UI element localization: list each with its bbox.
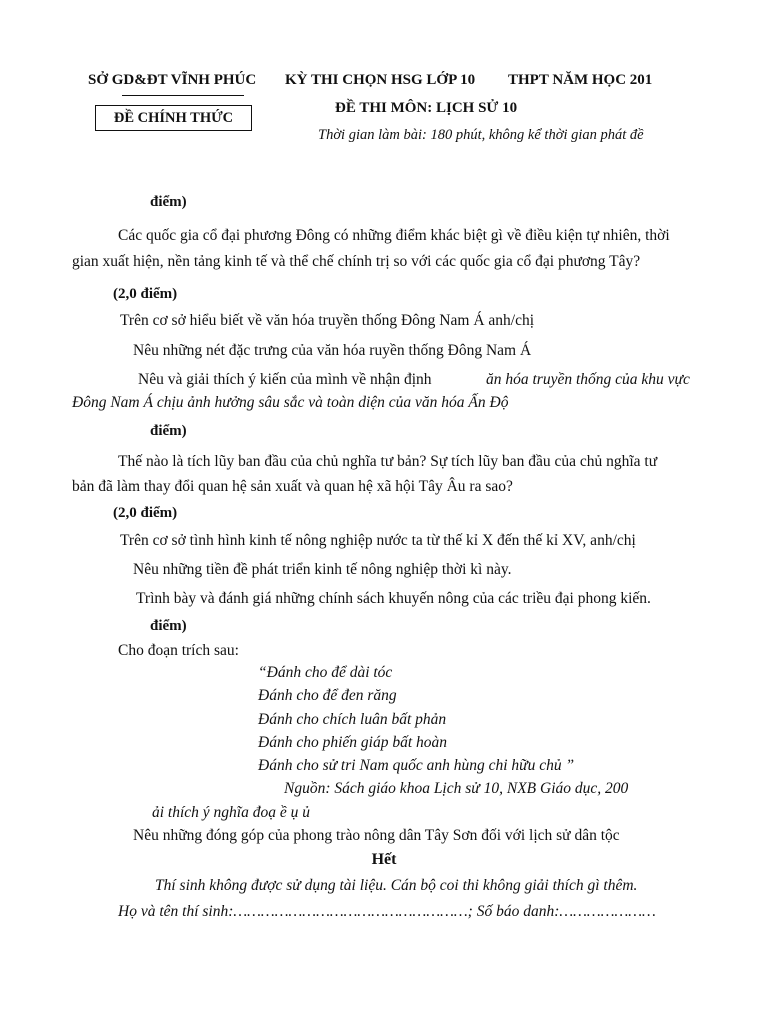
official-label-box: ĐỀ CHÍNH THỨC [95,105,252,131]
exam-note: Thí sinh không được sử dụng tài liệu. Cán bộ coi thi không giải thích gì thêm. [155,877,638,894]
q4-sub-b: Trình bày và đánh giá những chính sách khuyến nông của các triều đại phong kiến. [136,590,651,607]
q1-points: điểm) [150,194,187,210]
department-underline [122,95,244,96]
q2-sub-b-prefix: Nêu và giải thích ý kiến của mình về nhận định [138,371,432,388]
end-marker: Hết [371,851,397,868]
q4-sub-a: Nêu những tiền đề phát triển kinh tế nông nghiệp thời kì này. [133,561,512,578]
q1-line-1: Các quốc gia cổ đại phương Đông có những điểm khác biệt gì về điều kiện tự nhiên, thời [118,227,670,244]
time-note: Thời gian làm bài: 180 phút, không kể thời gian phát đề [318,127,644,143]
poem-line-3: Đánh cho chích luân bất phản [258,711,447,728]
q5-sub-b: Nêu những đóng góp của phong trào nông dân Tây Sơn đối với lịch sử dân tộc [133,827,620,844]
q5-intro: Cho đoạn trích sau: [118,642,239,659]
poem-line-2: Đánh cho để đen răng [258,687,397,704]
school-year: THPT NĂM HỌC 201 [508,72,653,88]
q2-sub-a: Nêu những nét đặc trưng của văn hóa ruyền thống Đông Nam Á [133,342,532,359]
q2-points: (2,0 điểm) [113,286,178,302]
q3-line-1: Thế nào là tích lũy ban đầu của chủ nghĩa tư bản? Sự tích lũy ban đầu của chủ nghĩa tư [118,453,658,470]
q4-intro: Trên cơ sở tình hình kinh tế nông nghiệp nước ta từ thế kỉ X đến thế kỉ XV, anh/chị [120,532,636,549]
q1-line-2: gian xuất hiện, nền tảng kinh tế và thể chế chính trị so với các quốc gia cổ đại phương Tây? [72,253,641,270]
q3-points: điểm) [150,423,187,439]
department-name: SỞ GD&ĐT VĨNH PHÚC [88,72,257,88]
candidate-info-line: Họ và tên thí sinh:……………………………………………; Số báo danh:………………… [118,903,656,920]
q4-points: (2,0 điểm) [113,505,178,521]
subject-title: ĐỀ THI MÔN: LỊCH SỬ 10 [335,100,518,116]
exam-title: KỲ THI CHỌN HSG LỚP 10 [285,72,476,88]
q3-line-2: bản đã làm thay đổi quan hệ sản xuất và quan hệ xã hội Tây Âu ra sao? [72,478,513,495]
q5-points: điểm) [150,618,187,634]
q2-sub-b-quote-1: ăn hóa truyền thống của khu vực [486,371,690,388]
poem-line-1: “Đánh cho để dài tóc [258,664,393,681]
q5-sub-a: ải thích ý nghĩa đoạ ề ụ ủ [152,804,310,821]
poem-line-5: Đánh cho sử tri Nam quốc anh hùng chi hữu chủ ” [258,757,575,774]
q2-intro: Trên cơ sở hiểu biết về văn hóa truyền thống Đông Nam Á anh/chị [120,312,535,329]
poem-source: Nguồn: Sách giáo khoa Lịch sử 10, NXB Giáo dục, 200 [284,780,629,797]
poem-line-4: Đánh cho phiến giáp bất hoàn [258,734,447,751]
q2-sub-b-quote-2: Đông Nam Á chịu ảnh hưởng sâu sắc và toàn diện của văn hóa Ấn Độ [72,394,509,411]
